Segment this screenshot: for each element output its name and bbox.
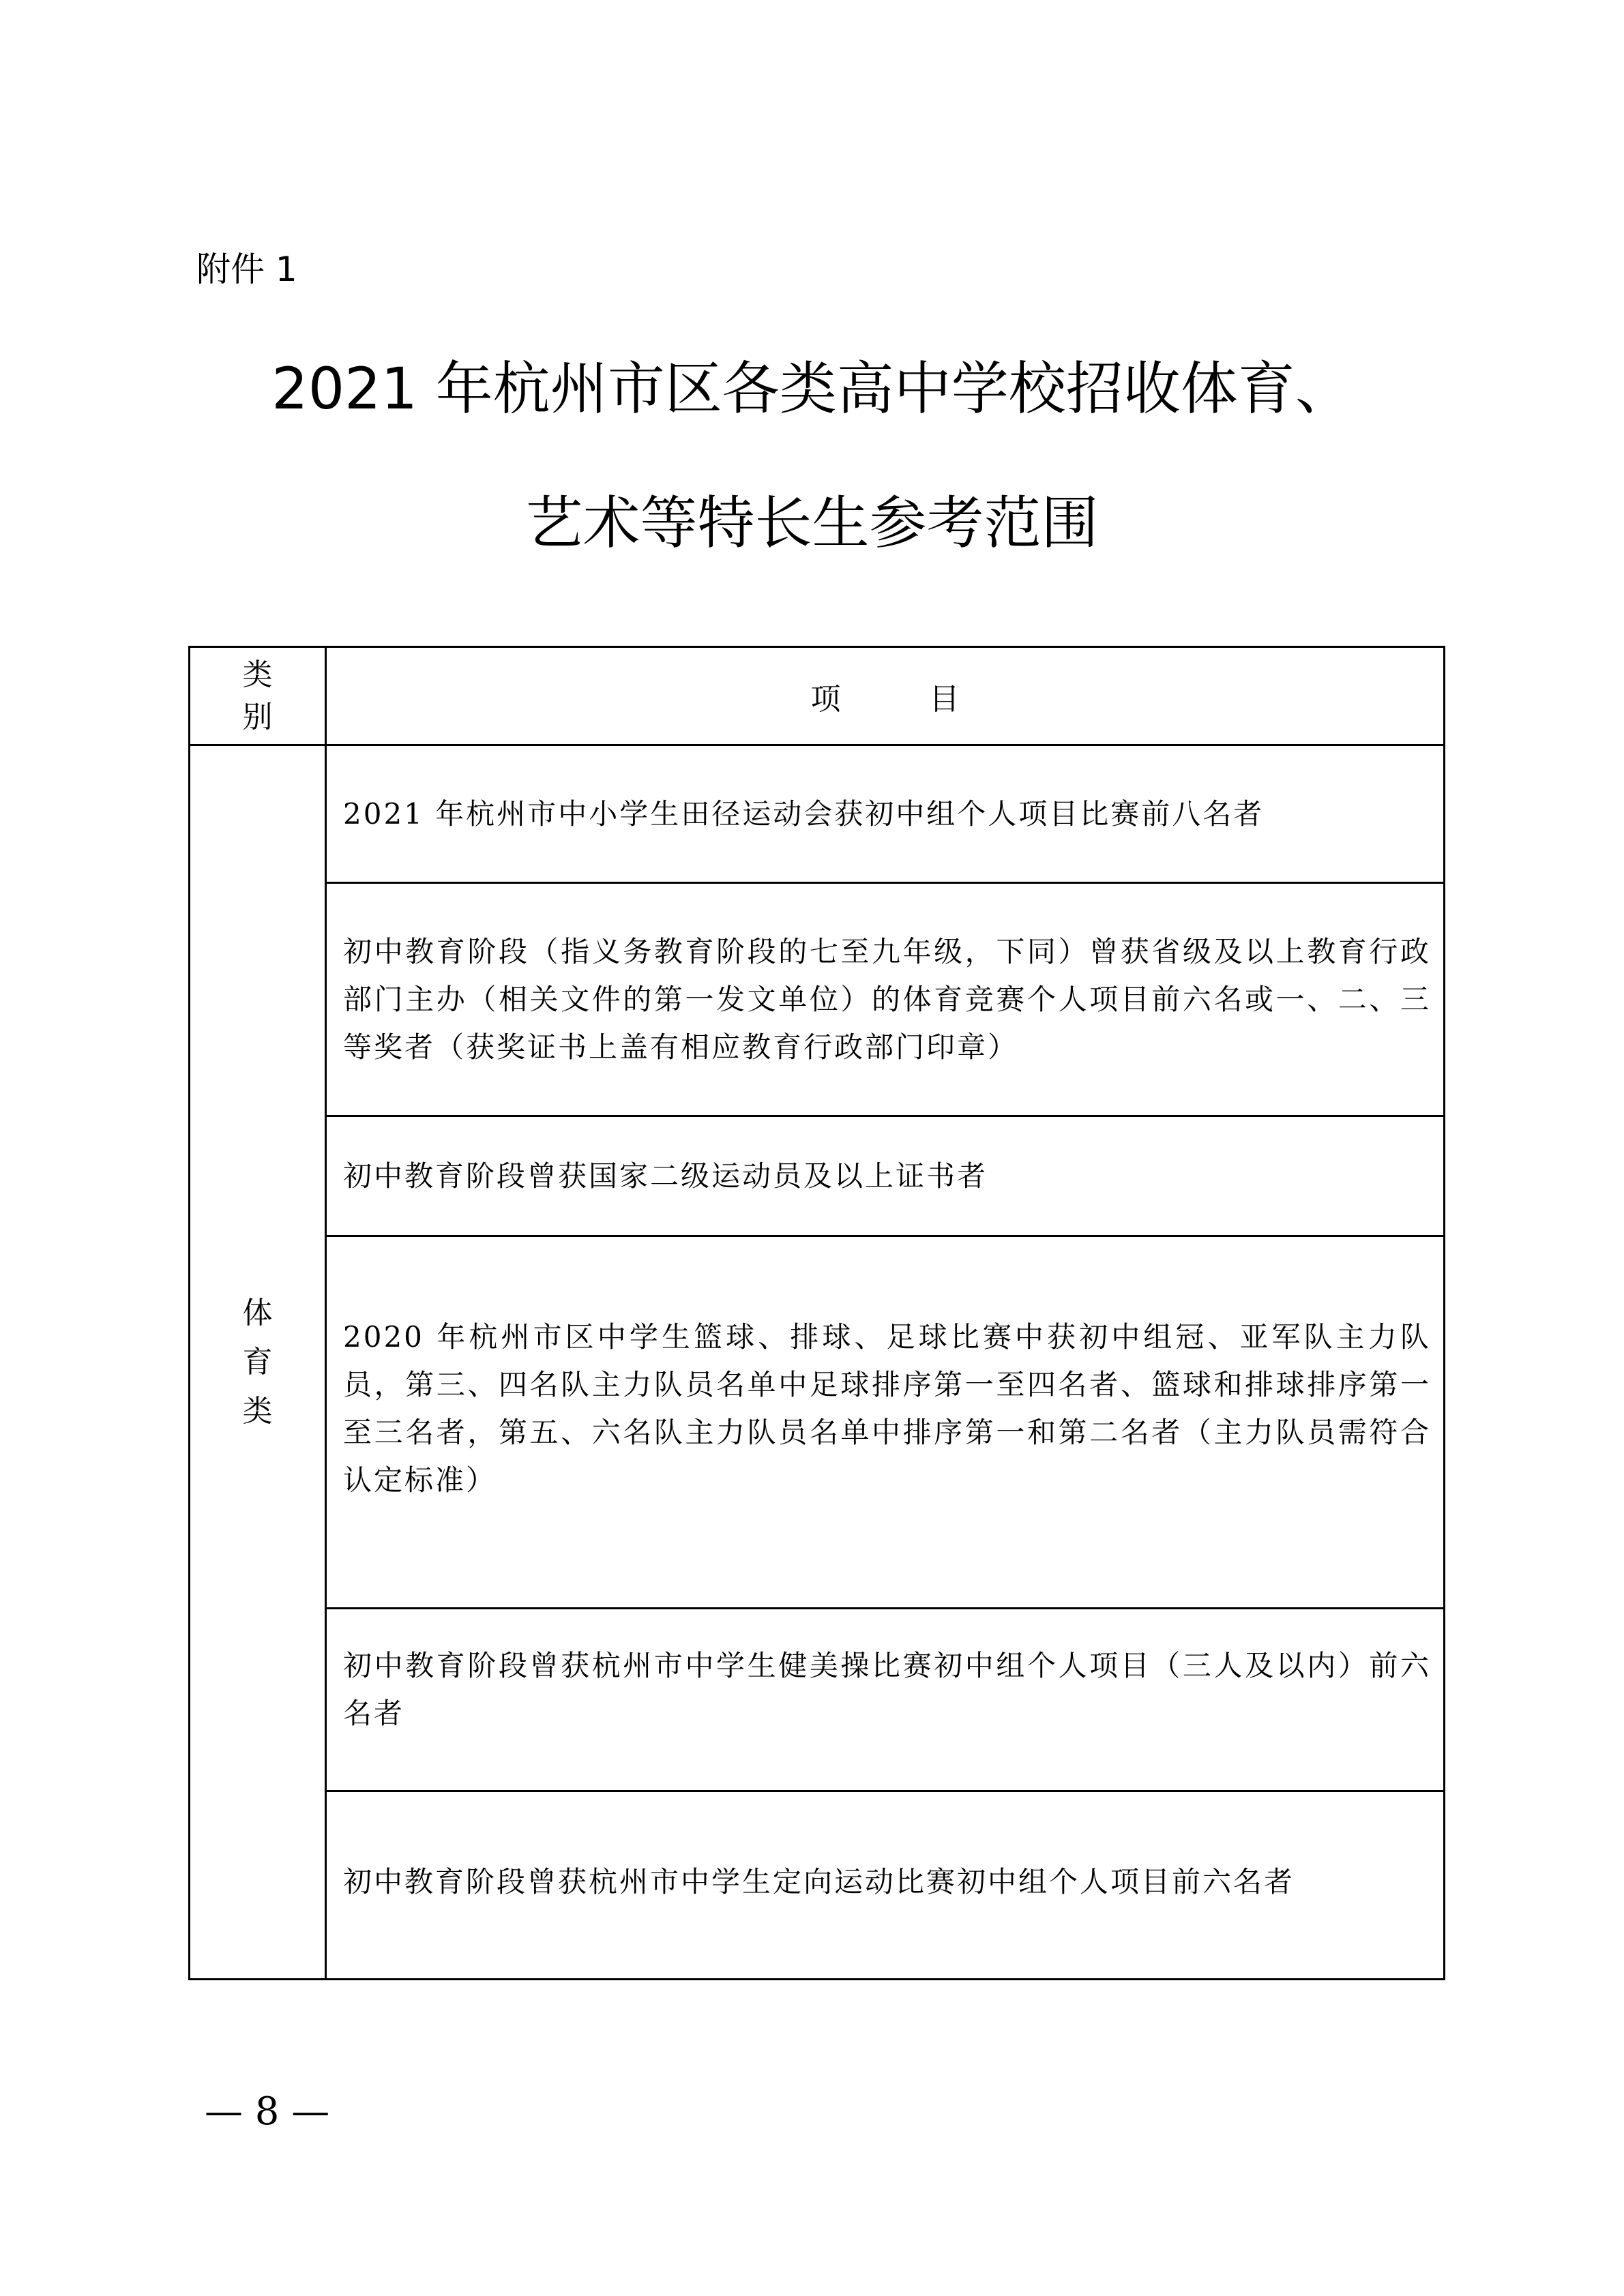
header-item-cell: [326, 647, 1445, 745]
table-row: [190, 745, 1445, 883]
attachment-label: 附件 1: [196, 250, 297, 289]
item-cell: [326, 1116, 1445, 1236]
scope-table: [188, 646, 1445, 1980]
item-text: 初中教育阶段曾获杭州市中学生定向运动比赛初中组个人项目前六名者: [343, 1864, 1295, 1898]
item-text: 2021 年杭州市中小学生田径运动会获初中组个人项目比赛前八名者: [343, 796, 1265, 831]
header-item-label: 项目: [810, 681, 1048, 717]
table-row: [190, 1791, 1445, 1980]
header-category-cell: [190, 647, 326, 745]
header-category-label: 类别: [242, 657, 273, 734]
item-text: 初中教育阶段曾获国家二级运动员及以上证书者: [343, 1159, 988, 1193]
table-row: [190, 883, 1445, 1116]
table-row: [190, 1609, 1445, 1791]
document-title-line-2: 艺术等特长生参考范围: [525, 490, 1099, 556]
table-row: [190, 1236, 1445, 1609]
category-cell: [190, 745, 326, 1980]
item-cell: [326, 1609, 1445, 1791]
page-number: — 8 —: [205, 2089, 330, 2134]
item-cell: [326, 883, 1445, 1116]
table-header-row: [190, 647, 1445, 745]
item-cell: [326, 1791, 1445, 1980]
item-text: 初中教育阶段曾获杭州市中学生健美操比赛初中组个人项目（三人及以内）前六名者: [343, 1648, 1431, 1730]
item-text: 2020 年杭州市区中学生篮球、排球、足球比赛中获初中组冠、亚军队主力队员，第三、四名队主力队员名单中足球排序第一至四名者、篮球和排球排序第一至三名者，第五、六名队主力队员名单中排序第一和第二名者（主力队员需符合认定标准）: [343, 1320, 1431, 1497]
item-cell: [326, 745, 1445, 883]
item-cell: [326, 1236, 1445, 1609]
item-text: 初中教育阶段（指义务教育阶段的七至九年级，下同）曾获省级及以上教育行政部门主办（相关文件的第一发文单位）的体育竞赛个人项目前六名或一、二、三等奖者（获奖证书上盖有相应教育行政部门印章）: [343, 934, 1431, 1064]
category-label: 体育类: [242, 1295, 273, 1429]
table-row: [190, 1116, 1445, 1236]
document-title-line-1: 2021 年杭州市区各类高中学校招收体育、: [271, 355, 1353, 422]
